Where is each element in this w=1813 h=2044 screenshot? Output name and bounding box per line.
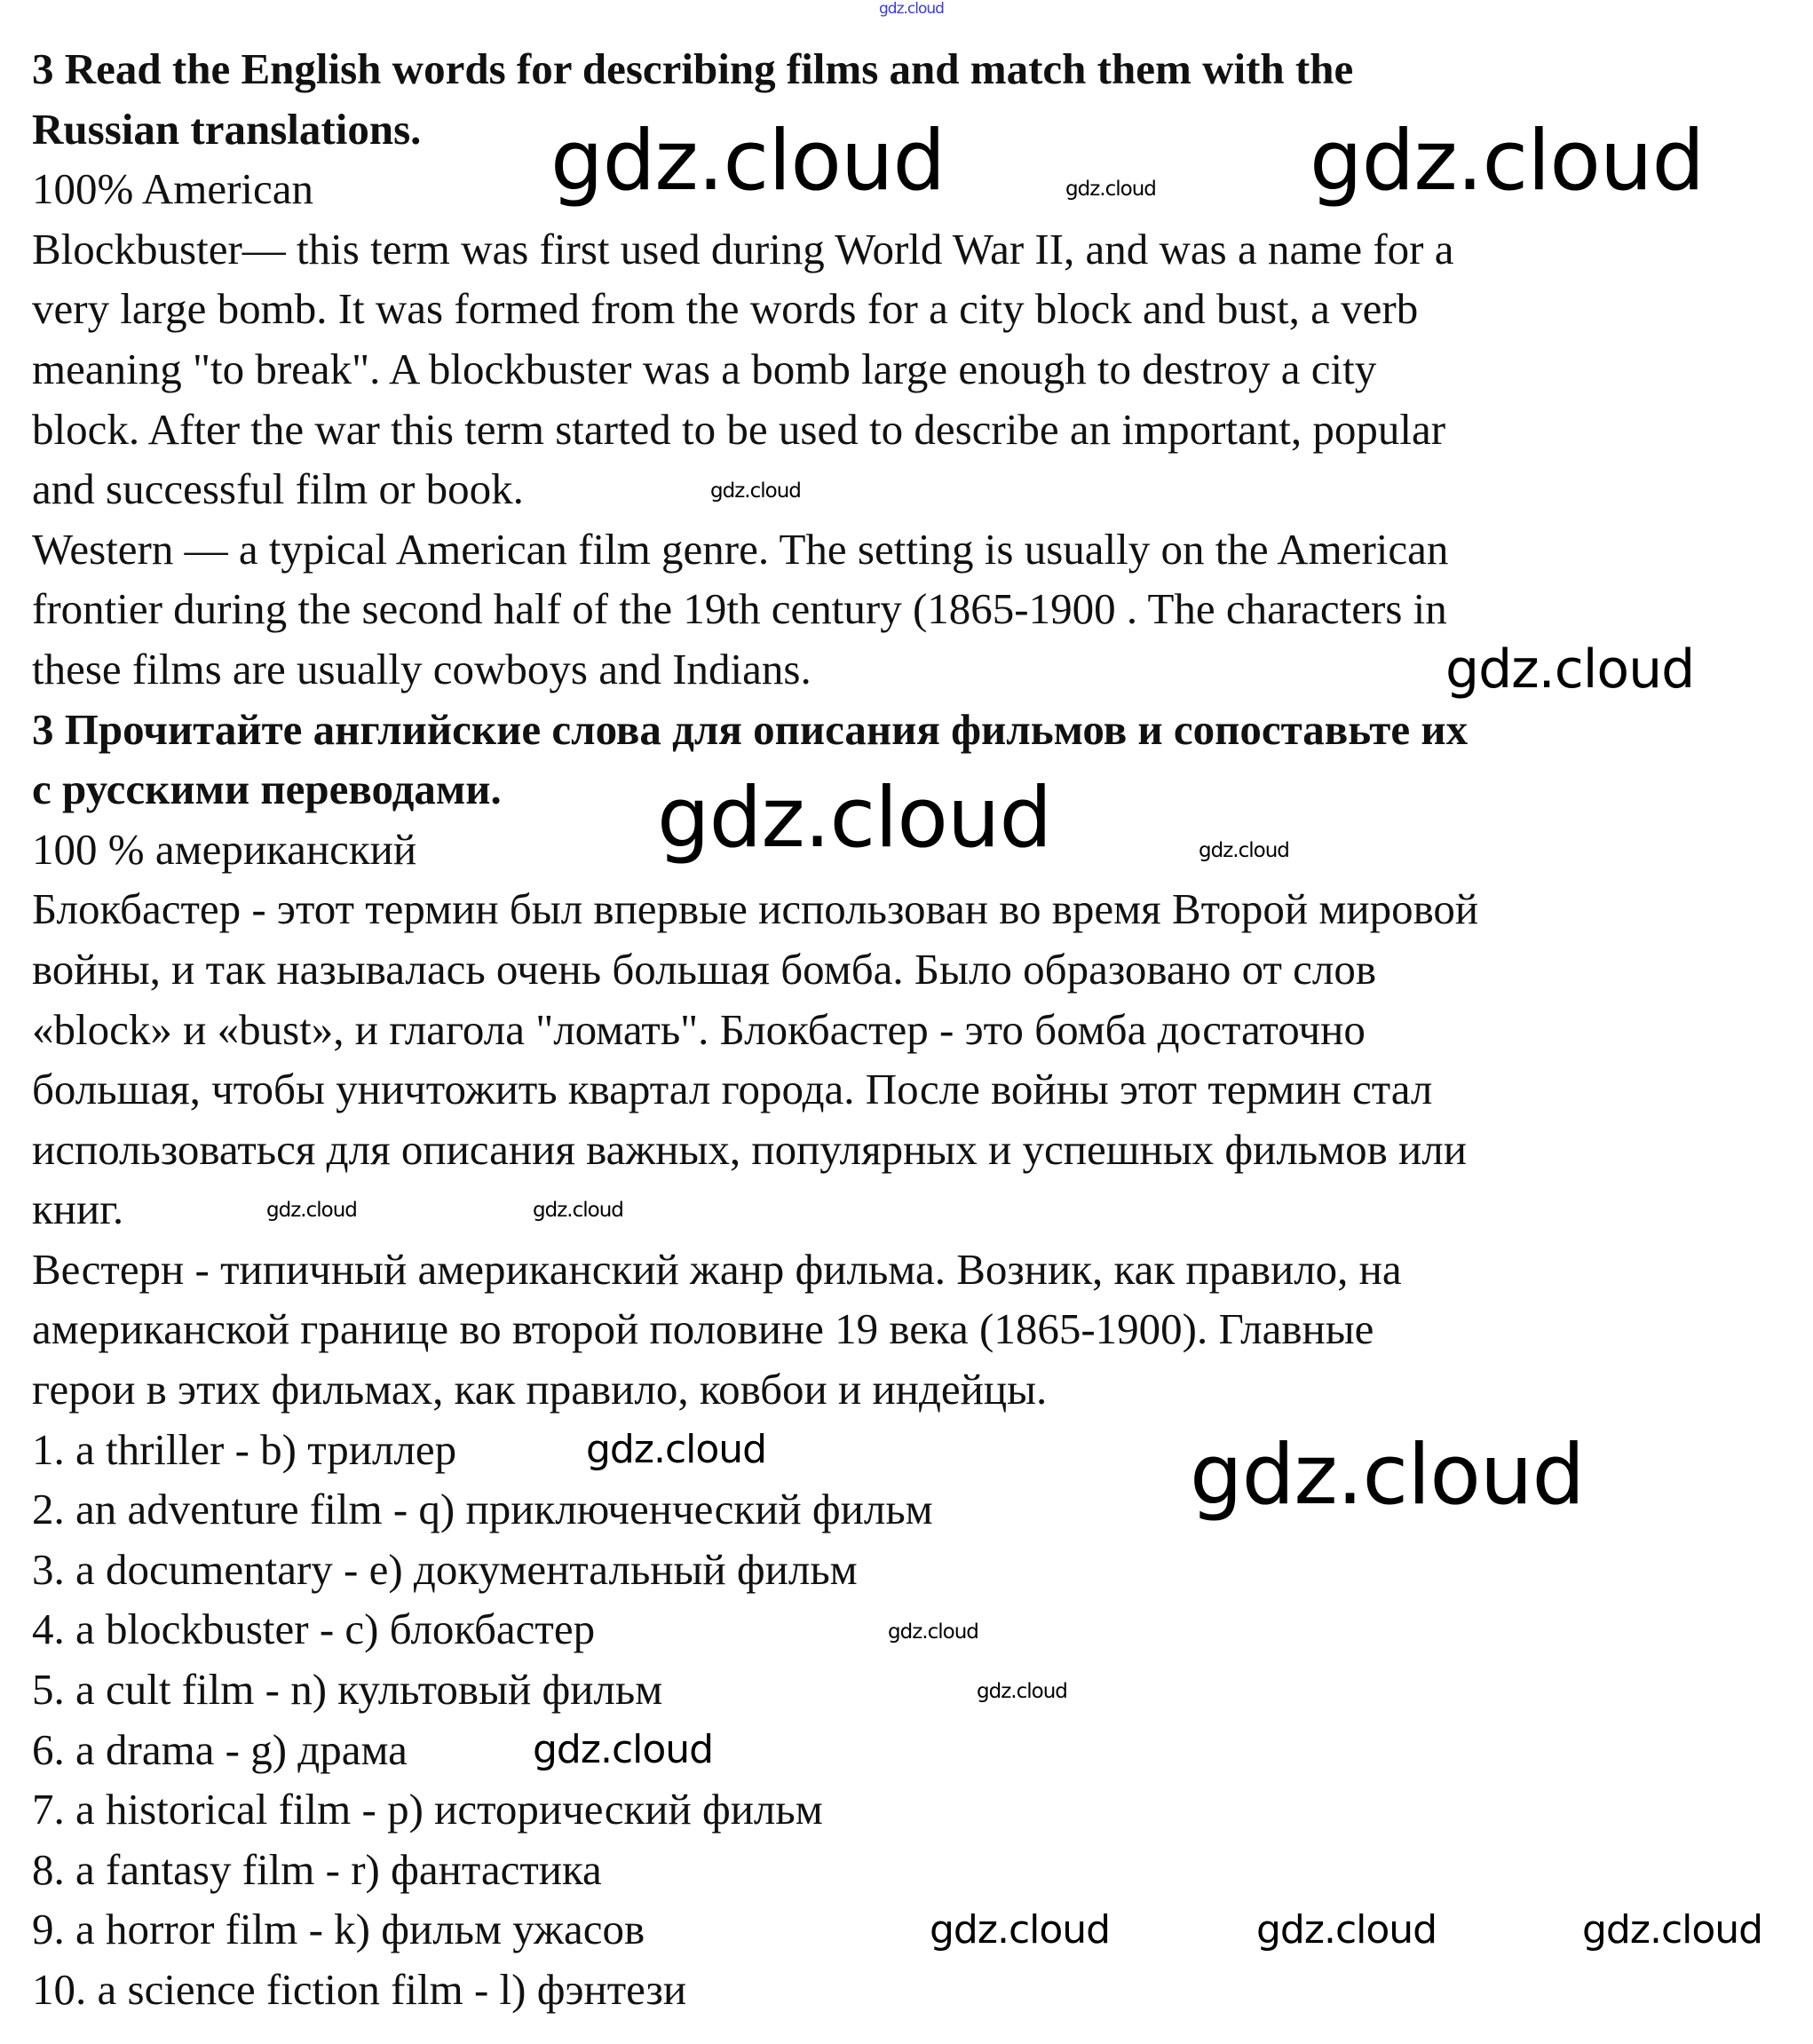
watermark: gdz.cloud — [710, 479, 801, 503]
watermark: gdz.cloud — [930, 1907, 1111, 1953]
answer-item: 2. an adventure film - q) приключенческий фильм — [32, 1485, 933, 1534]
english-title-line-2: Russian translations. — [32, 104, 422, 154]
english-western-line: Western — a typical American film genre. The setting is usually on the American — [32, 524, 1449, 574]
watermark: gdz.cloud — [533, 1199, 623, 1222]
watermark: gdz.cloud — [1256, 1907, 1437, 1953]
watermark: gdz.cloud — [657, 770, 1052, 867]
english-blockbuster-line: Blockbuster— this term was first used during World War II, and was a name for a — [32, 224, 1454, 273]
answer-item: 8. a fantasy film - r) фантастика — [32, 1844, 602, 1894]
russian-western-line: Вестерн - типичный американский жанр фильма. Возник, как правило, на — [32, 1244, 1402, 1294]
english-title-line-1: 3 Read the English words for describing films and match them with the — [32, 44, 1354, 93]
answer-item: 3. a documentary - e) документальный фильм — [32, 1544, 858, 1594]
watermark-top: gdz.cloud — [879, 0, 944, 18]
russian-western-line: герои в этих фильмах, как правило, ковбои и индейцы. — [32, 1365, 1048, 1414]
russian-blockbuster-line: Блокбастер - этот термин был впервые использован во время Второй мировой — [32, 884, 1479, 934]
russian-blockbuster-line: войны, и так называлась очень большая бомба. Было образовано от слов — [32, 944, 1376, 994]
english-heading-100: 100% American — [32, 164, 314, 214]
answer-item: 9. a horror film - k) фильм ужасов — [32, 1905, 645, 1954]
watermark: gdz.cloud — [1065, 178, 1156, 201]
answer-item: 1. a thriller - b) триллер — [32, 1424, 457, 1474]
russian-blockbuster-line: «block» и «bust», и глагола "ломать". Блокбастер - это бомба достаточно — [32, 1004, 1366, 1054]
english-blockbuster-line: meaning "to break". A blockbuster was a bomb large enough to destroy a city — [32, 344, 1377, 393]
watermark: gdz.cloud — [586, 1427, 767, 1472]
watermark: gdz.cloud — [1199, 839, 1289, 862]
answer-item: 6. a drama - g) драма — [32, 1724, 408, 1774]
answer-item: 4. a blockbuster - c) блокбастер — [32, 1604, 596, 1654]
answer-item: 10. a science fiction film - l) фэнтези — [32, 1965, 687, 2014]
russian-blockbuster-line: книг. — [32, 1184, 124, 1234]
watermark: gdz.cloud — [1190, 1427, 1585, 1524]
watermark: gdz.cloud — [533, 1727, 714, 1772]
russian-western-line: американской границе во второй половине 19 века (1865-1900). Главные — [32, 1304, 1374, 1354]
english-western-line: frontier during the second half of the 19th century (1865-1900 . The characters in — [32, 584, 1447, 634]
document-body — [32, 39, 1478, 2020]
russian-title-line-2: с русскими переводами. — [32, 765, 502, 814]
watermark: gdz.cloud — [977, 1680, 1067, 1703]
watermark: gdz.cloud — [1445, 638, 1695, 701]
watermark: gdz.cloud — [1310, 113, 1705, 210]
watermark: gdz.cloud — [888, 1620, 978, 1644]
russian-heading-100: 100 % американский — [32, 824, 417, 874]
watermark: gdz.cloud — [1582, 1907, 1763, 1953]
english-blockbuster-line: and successful film or book. — [32, 464, 524, 514]
answer-item: 7. a historical film - p) исторический фильм — [32, 1785, 823, 1834]
english-western-line: these films are usually cowboys and Indians. — [32, 644, 811, 693]
russian-blockbuster-line: большая, чтобы уничтожить квартал города. После войны этот термин стал — [32, 1065, 1433, 1114]
russian-title-line-1: 3 Прочитайте английские слова для описания фильмов и сопоставьте их — [32, 704, 1469, 754]
answer-item: 5. a cult film - n) культовый фильм — [32, 1665, 663, 1715]
watermark: gdz.cloud — [266, 1199, 357, 1222]
english-blockbuster-line: block. After the war this term started to be used to describe an important, popular — [32, 404, 1446, 454]
russian-blockbuster-line: использоваться для описания важных, популярных и успешных фильмов или — [32, 1124, 1467, 1174]
watermark: gdz.cloud — [550, 113, 946, 210]
english-blockbuster-line: very large bomb. It was formed from the words for a city block and bust, a verb — [32, 284, 1419, 334]
